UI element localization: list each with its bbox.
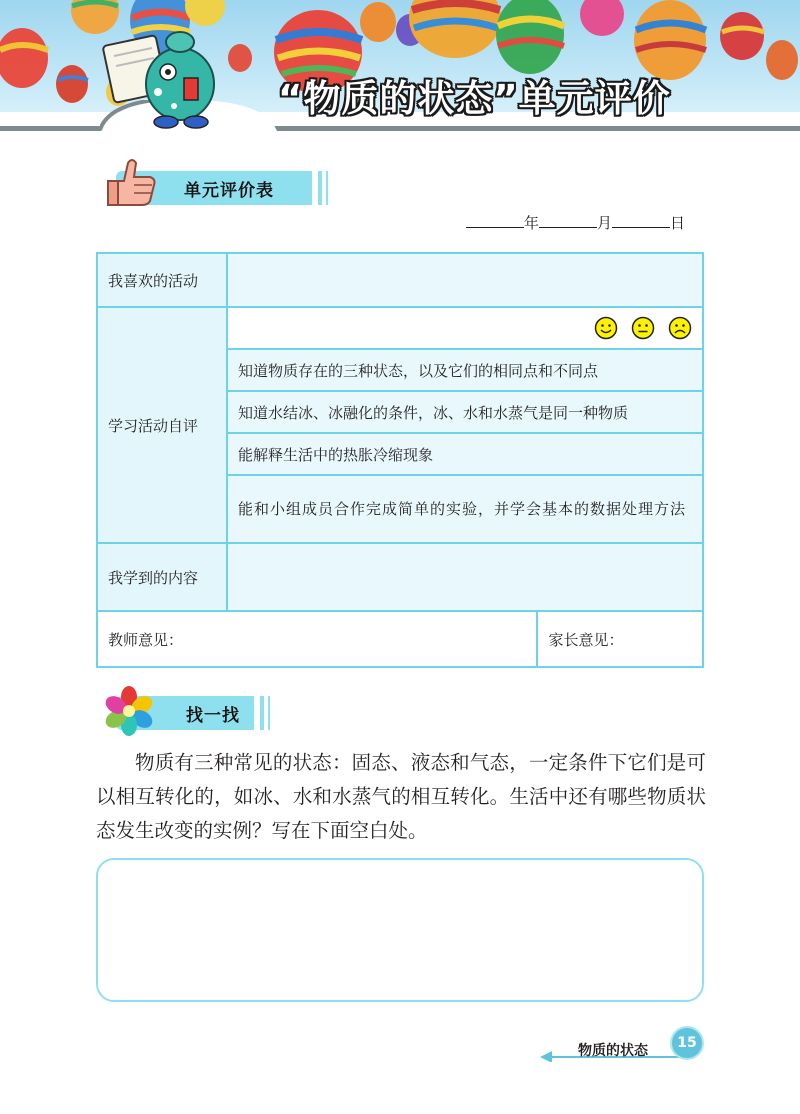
section-label: 单元评价表 — [184, 181, 274, 201]
answer-box[interactable] — [96, 858, 704, 1002]
page-title: “物质的状态”单元评价 — [278, 77, 671, 120]
flower-icon — [104, 686, 154, 736]
evaluation-table — [96, 252, 704, 668]
table-row — [97, 611, 703, 667]
table-row — [97, 307, 703, 349]
section-tab-find — [96, 696, 270, 732]
eval-item: 能和小组成员合作完成简单的实验，并学会基本的数据处理方法 — [227, 475, 703, 543]
footer-chapter-label: 物质的状态 — [578, 1043, 648, 1059]
smile-face-icon[interactable] — [594, 316, 618, 340]
eval-item: 知道水结冰、冰融化的条件，冰、水和水蒸气是同一种物质 — [227, 391, 703, 433]
neutral-face-icon[interactable] — [631, 316, 655, 340]
table-row — [97, 543, 703, 611]
tab-edge — [260, 696, 264, 730]
find-paragraph: 物质有三种常见的状态：固态、液态和气态，一定条件下它们是可以相互转化的，如冰、水和水蒸气的相互转化。生活中还有哪些物质状态发生改变的实例？写在下面空白处。 — [96, 751, 706, 842]
section-tab-evaluation — [96, 171, 328, 207]
parent-opinion[interactable]: 家长意见： — [537, 611, 703, 667]
year-label: 年 — [524, 214, 540, 232]
teacher-opinion[interactable]: 教师意见： — [97, 611, 537, 667]
eval-item: 能解释生活中的热胀冷缩现象 — [227, 433, 703, 475]
year-blank[interactable] — [466, 213, 524, 228]
learned-label: 我学到的内容 — [97, 543, 227, 611]
day-blank[interactable] — [612, 213, 670, 228]
learned-cell[interactable] — [227, 543, 703, 611]
liked-activity-cell[interactable] — [227, 253, 703, 307]
reading-robot-icon — [100, 22, 230, 134]
tab-edge — [318, 171, 322, 205]
tab-edge — [268, 696, 270, 730]
page-number: 15 — [670, 1026, 704, 1060]
thumbs-up-icon — [102, 157, 158, 209]
self-eval-label: 学习活动自评 — [97, 307, 227, 543]
sad-face-icon[interactable] — [668, 316, 692, 340]
section-label: 找一找 — [186, 706, 240, 726]
day-label: 日 — [670, 214, 686, 232]
date-line — [466, 212, 685, 233]
month-label: 月 — [597, 214, 613, 232]
rating-faces — [227, 307, 703, 349]
eval-item: 知道物质存在的三种状态，以及它们的相同点和不同点 — [227, 349, 703, 391]
month-blank[interactable] — [539, 213, 597, 228]
table-row — [97, 253, 703, 307]
liked-activity-label: 我喜欢的活动 — [97, 253, 227, 307]
tab-edge — [326, 171, 328, 205]
